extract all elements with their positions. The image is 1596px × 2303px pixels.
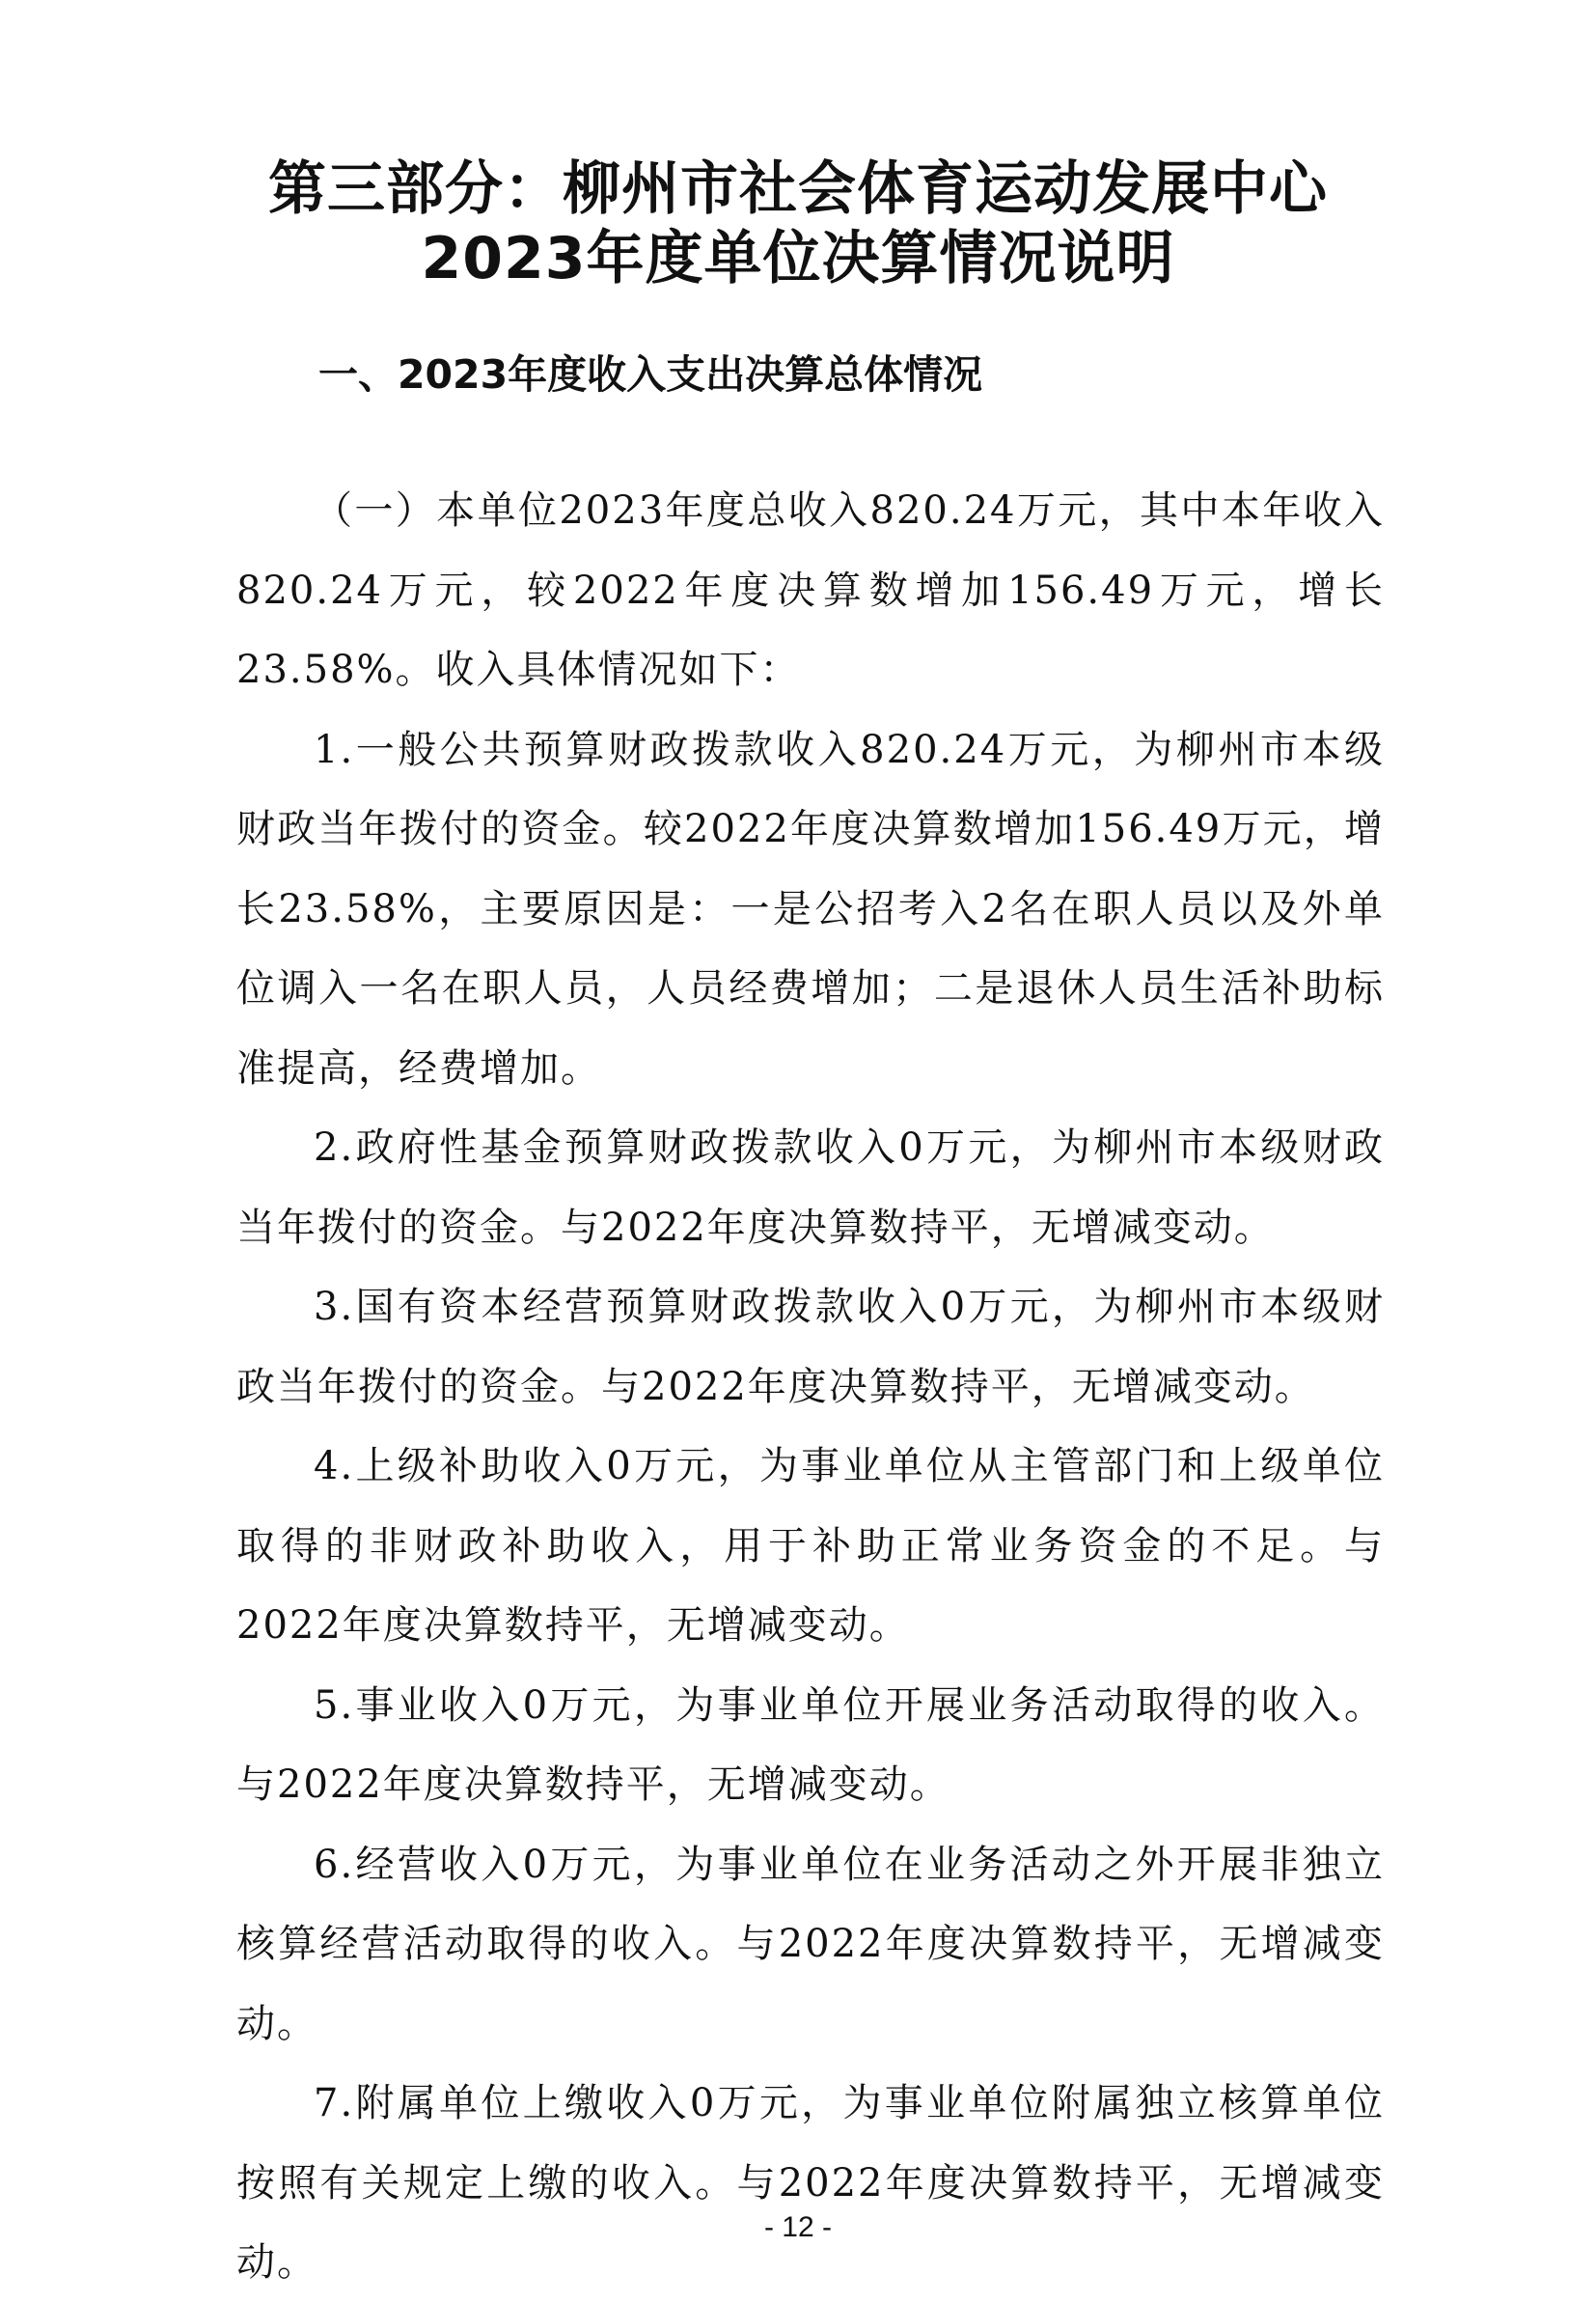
paragraph-summary: （一）本单位2023年度总收入820.24万元，其中本年收入820.24万元，较2022年度决算数增加156.49万元，增长23.58%。收入具体情况如下：: [236, 488, 1385, 692]
page-number: - 12 -: [763, 2211, 833, 2243]
paragraph-item-1: 1.一般公共预算财政拨款收入820.24万元，为柳州市本级财政当年拨付的资金。较2022年度决算数增加156.49万元，增长23.58%，主要原因是：一是公招考入2名在职人员以及外单位调入一名在职人员，人员经费增加；二是退休人员生活补助标准提高，经费增加。: [236, 727, 1385, 1091]
document-title-line2: 2023年度单位决算情况说明: [421, 225, 1175, 292]
paragraph-item-7: 7.附属单位上缴收入0万元，为事业单位附属独立核算单位按照有关规定上缴的收入。与2022年度决算数持平，无增减变动。: [236, 2081, 1385, 2285]
document-body: [236, 471, 1385, 2303]
document-title-line1: 第三部分：柳州市社会体育运动发展中心: [268, 155, 1328, 223]
paragraph-item-4: 4.上级补助收入0万元，为事业单位从主管部门和上级单位取得的非财政补助收入，用于补助正常业务资金的不足。与2022年度决算数持平，无增减变动。: [236, 1444, 1385, 1648]
paragraph-item-2: 2.政府性基金预算财政拨款收入0万元，为柳州市本级财政当年拨付的资金。与2022年度决算数持平，无增减变动。: [236, 1125, 1385, 1250]
paragraph-item-6: 6.经营收入0万元，为事业单位在业务活动之外开展非独立核算经营活动取得的收入。与2022年度决算数持平，无增减变动。: [236, 1842, 1385, 2046]
paragraph-item-5: 5.事业收入0万元，为事业单位开展业务活动取得的收入。与2022年度决算数持平，无增减变动。: [236, 1682, 1385, 1807]
section-heading: 一、2023年度收入支出决算总体情况: [318, 351, 983, 398]
paragraph-item-3: 3.国有资本经营预算财政拨款收入0万元，为柳州市本级财政当年拨付的资金。与2022年度决算数持平，无增减变动。: [236, 1285, 1385, 1409]
